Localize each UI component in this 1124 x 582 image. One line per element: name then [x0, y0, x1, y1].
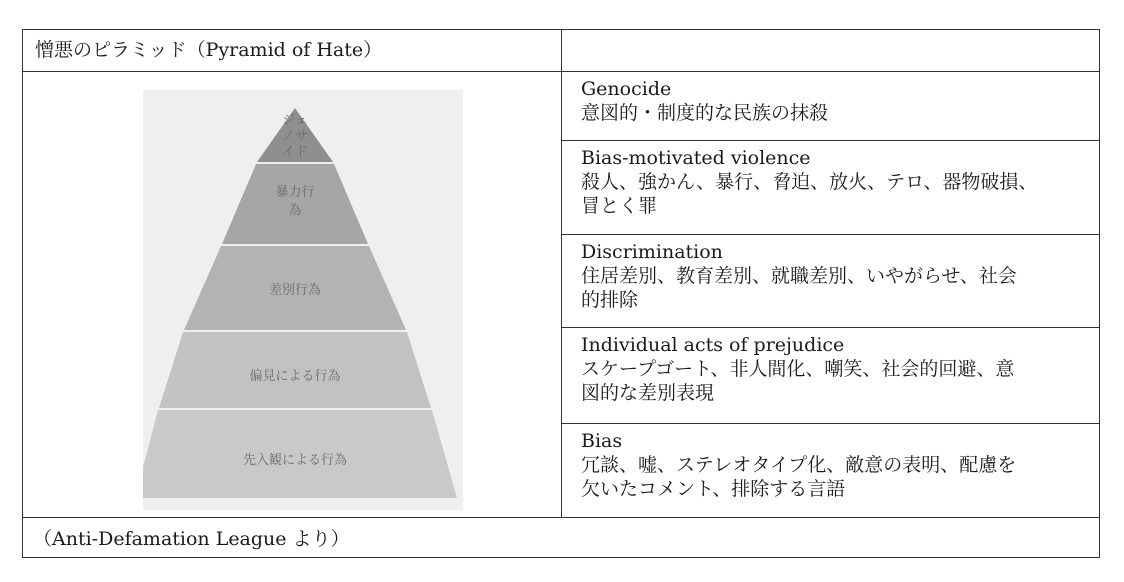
pyramid-figure	[143, 90, 463, 510]
pyramid-label-violence-2: 為	[288, 203, 302, 218]
row-genocide	[572, 72, 1098, 140]
pyramid-label-genocide-3: イド	[281, 145, 309, 160]
pyramid-label-genocide-1: ジェ	[282, 113, 308, 128]
row-title: Genocide	[581, 78, 672, 100]
pyramid-label-discrimination: 差別行為	[268, 283, 322, 298]
row-title: Discrimination	[581, 241, 723, 263]
pyramid-label-violence-1: 暴力行	[275, 185, 315, 200]
row-description: スケープゴート、非人間化、嘲笑、社会的回避、意 図的な差別表現	[581, 358, 1015, 404]
source-note: （Anti-Defamation League より）	[33, 528, 350, 550]
table-title: 憎悪のピラミッド（Pyramid of Hate）	[35, 39, 383, 61]
pyramid-of-hate-table	[22, 29, 1100, 558]
row-description: 意図的・制度的な民族の抹殺	[581, 102, 829, 124]
row-discrimination	[572, 235, 1098, 327]
pyramid-label-bias: 先入観による行為	[242, 453, 348, 468]
row-title: Bias	[581, 430, 623, 452]
row-description: 殺人、強かん、暴行、脅迫、放火、テロ、器物破損、 冒とく罪	[581, 171, 1038, 217]
footer-divider	[23, 517, 1099, 518]
row-individual-acts-of-prejudice	[572, 328, 1098, 423]
column-divider	[561, 30, 562, 517]
pyramid-label-genocide-2: ノサ	[281, 129, 309, 144]
pyramid-label-prejudice: 偏見による行為	[249, 369, 341, 384]
row-description: 住居差別、教育差別、就職差別、いやがらせ、社会 的排除	[581, 265, 1017, 311]
row-title: Individual acts of prejudice	[581, 334, 845, 356]
row-title: Bias-motivated violence	[581, 147, 811, 169]
row-bias	[572, 424, 1098, 517]
row-bias-motivated-violence	[572, 141, 1098, 234]
row-description: 冗談、嘘、ステレオタイプ化、敵意の表明、配慮を 欠いたコメント、排除する言語	[581, 454, 1017, 500]
